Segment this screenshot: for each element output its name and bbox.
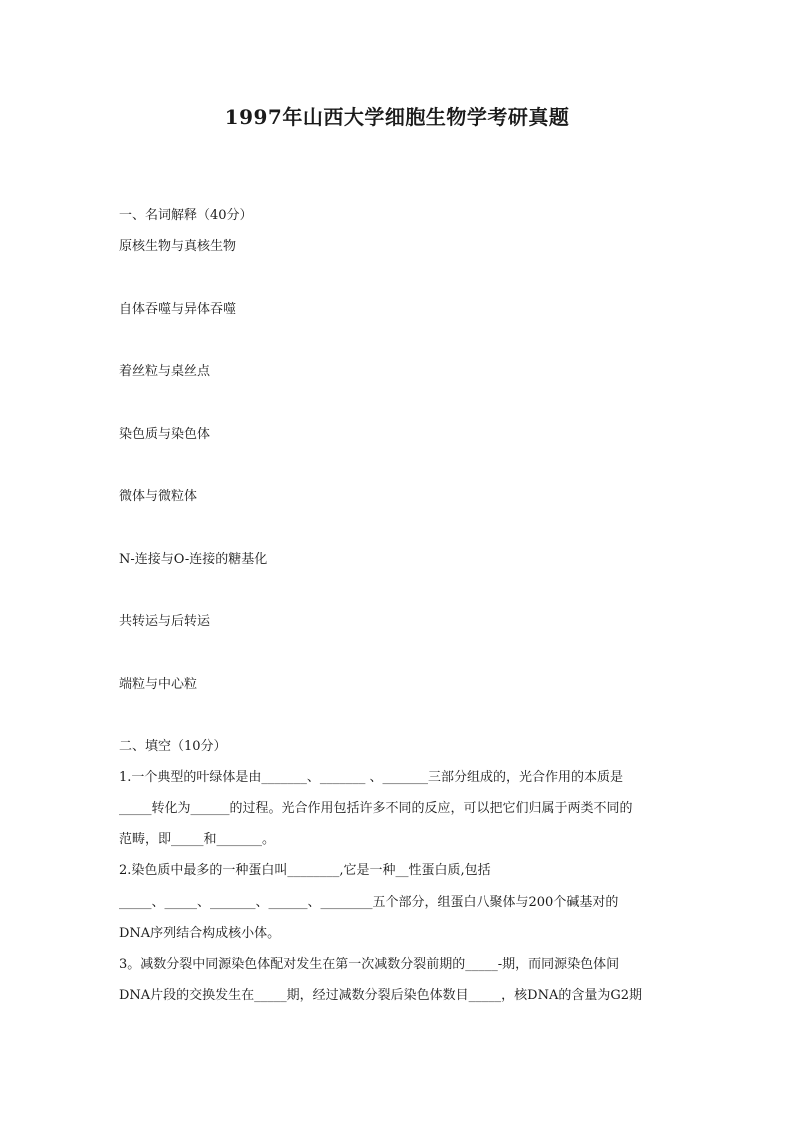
question-line: 1.一个典型的叶绿体是由_______、_______ 、_______三部分组成的，光合作用的本质是: [119, 770, 624, 785]
question-line: _____转化为______的过程。光合作用包括许多不同的反应，可以把它们归属于两类不同的: [119, 801, 633, 816]
question-line: DNA序列结合构成核小体。: [119, 926, 281, 941]
question-line: 2.染色质中最多的一种蛋白叫________,它是一种__性蛋白质,包括: [119, 863, 491, 878]
question-line: 范畴，即_____和_______。: [119, 832, 276, 847]
term-item: 原核生物与真核生物: [119, 239, 237, 254]
question-line: 3。减数分裂中同源染色体配对发生在第一次减数分裂前期的_____-期，而同源染色体间: [119, 957, 620, 972]
term-item: 染色质与染色体: [119, 427, 211, 442]
section-heading-terms: 一、名词解释（40分）: [119, 208, 253, 223]
term-item: 着丝粒与桌丝点: [119, 364, 211, 379]
term-item: 共转运与后转运: [119, 614, 211, 629]
section-heading-fill: 二、填空（10分）: [119, 739, 227, 754]
question-line: _____、_____、_______、______、________五个部分，组蛋白八聚体与200个碱基对的: [119, 895, 619, 910]
term-item: 微体与微粒体: [119, 489, 198, 504]
document-title: 1997年山西大学细胞生物学考研真题: [224, 105, 570, 129]
question-line: DNA片段的交换发生在_____期，经过减数分裂后染色体数目_____，核DNA的含量为G2期: [119, 988, 643, 1003]
term-item: 自体吞噬与异体吞噬: [119, 302, 237, 317]
term-item: N-连接与O-连接的糖基化: [119, 552, 268, 567]
term-item: 端粒与中心粒: [119, 677, 198, 692]
